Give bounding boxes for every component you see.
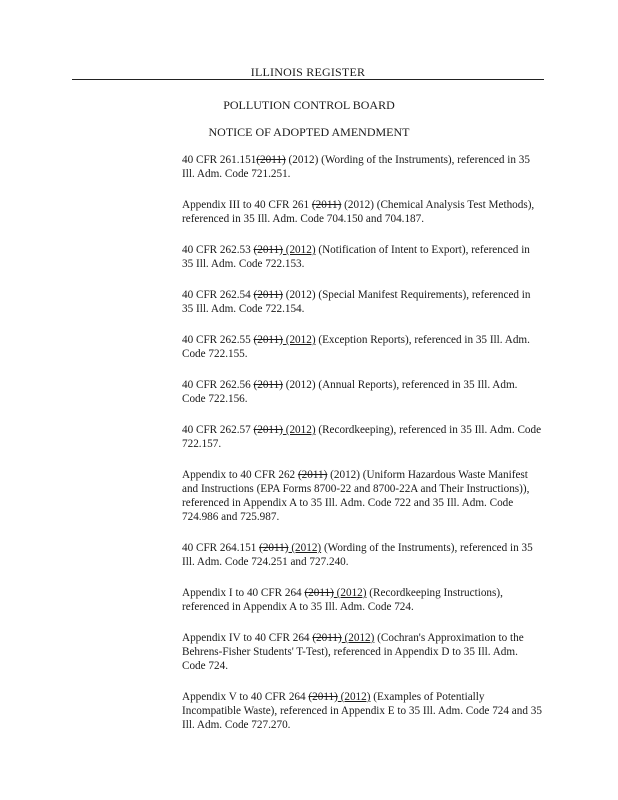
entry-text: Appendix to 40 CFR 262 bbox=[182, 469, 298, 481]
deleted-year: (2011) bbox=[297, 469, 328, 481]
entry-text-rest: (Cochran's Approximation to the Behrens-Fisher Students' T-Test), referenced in Appendix D to 35 Ill. Adm. Code 724. bbox=[182, 632, 524, 672]
reference-entry bbox=[182, 541, 542, 569]
deleted-year: (2011) bbox=[312, 632, 342, 644]
deleted-year: (2011) bbox=[253, 289, 283, 301]
entry-text: Appendix IV to 40 CFR 264 bbox=[182, 632, 313, 644]
reference-entry bbox=[182, 153, 542, 181]
inserted-year: (2012) bbox=[288, 542, 322, 554]
deleted-year: (2011) bbox=[256, 154, 286, 166]
entry-text: 40 CFR 262.53 bbox=[182, 244, 254, 256]
register-header: ILLINOIS REGISTER bbox=[250, 65, 366, 79]
deleted-year: (2011) bbox=[253, 424, 283, 436]
deleted-year: (2011) bbox=[308, 691, 338, 703]
inserted-year: (2012) bbox=[282, 334, 316, 346]
reference-list bbox=[182, 153, 542, 749]
deleted-year: (2011) bbox=[304, 587, 334, 599]
reference-entry bbox=[182, 586, 542, 614]
deleted-year: (2011) bbox=[253, 244, 283, 256]
reference-entry bbox=[182, 333, 542, 361]
entry-text-rest: (2012) (Uniform Hazardous Waste Manifest and Instructions (EPA Forms 8700-22 and 8700-22A and Their Instructions)), referenced in Appendix A to 35 Ill. Adm. Code 722 and 35 Ill. Adm. Code 724.986 and 725.987. bbox=[182, 469, 530, 523]
entry-text: 40 CFR 264.151 bbox=[182, 542, 260, 554]
entry-text: Appendix V to 40 CFR 264 bbox=[182, 691, 309, 703]
entry-text-rest: (2012) (Wording of the Instruments), referenced in 35 Ill. Adm. Code 721.251. bbox=[182, 154, 530, 180]
board-heading: POLLUTION CONTROL BOARD bbox=[223, 98, 395, 112]
inserted-year: (2012) bbox=[282, 244, 316, 256]
reference-entry bbox=[182, 288, 542, 316]
entry-text-rest: (Wording of the Instruments), referenced in 35 Ill. Adm. Code 724.251 and 727.240. bbox=[182, 542, 533, 568]
entry-text: Appendix I to 40 CFR 264 bbox=[182, 587, 305, 599]
entry-text-rest: (Notification of Intent to Export), referenced in 35 Ill. Adm. Code 722.153. bbox=[182, 244, 530, 270]
entry-text-rest: (2012) (Annual Reports), referenced in 35 Ill. Adm. Code 722.156. bbox=[182, 379, 518, 405]
entry-text-rest: (Examples of Potentially Incompatible Waste), referenced in Appendix E to 35 Ill. Adm. Code 724 and 35 Ill. Adm. Code 727.270. bbox=[182, 691, 542, 731]
entry-text-rest: (Recordkeeping Instructions), referenced in Appendix A to 35 Ill. Adm. Code 724. bbox=[182, 587, 503, 613]
entry-text: 40 CFR 262.56 bbox=[182, 379, 254, 391]
reference-entry bbox=[182, 243, 542, 271]
inserted-year: (2012) bbox=[341, 632, 375, 644]
reference-entry bbox=[182, 378, 542, 406]
header-rule bbox=[72, 79, 544, 80]
reference-entry bbox=[182, 423, 542, 451]
reference-entry bbox=[182, 468, 542, 524]
entry-text: 40 CFR 262.54 bbox=[182, 289, 254, 301]
entry-text-rest: (2012) (Chemical Analysis Test Methods), referenced in 35 Ill. Adm. Code 704.150 and 704.187. bbox=[182, 199, 535, 225]
entry-text: 40 CFR 261.151 bbox=[182, 154, 257, 166]
reference-entry bbox=[182, 690, 542, 732]
entry-text-rest: (Recordkeeping), referenced in 35 Ill. Adm. Code 722.157. bbox=[182, 424, 542, 450]
inserted-year: (2012) bbox=[333, 587, 367, 599]
reference-entry bbox=[182, 198, 542, 226]
reference-entry bbox=[182, 631, 542, 673]
notice-heading: NOTICE OF ADOPTED AMENDMENT bbox=[208, 125, 410, 139]
entry-text: Appendix III to 40 CFR 261 bbox=[182, 199, 312, 211]
entry-text-rest: (Exception Reports), referenced in 35 Ill. Adm. Code 722.155. bbox=[182, 334, 530, 360]
deleted-year: (2011) bbox=[253, 379, 283, 391]
entry-text: 40 CFR 262.57 bbox=[182, 424, 254, 436]
entry-text-rest: (2012) (Special Manifest Requirements), referenced in 35 Ill. Adm. Code 722.154. bbox=[182, 289, 531, 315]
inserted-year: (2012) bbox=[337, 691, 371, 703]
deleted-year: (2011) bbox=[259, 542, 289, 554]
deleted-year: (2011) bbox=[253, 334, 283, 346]
deleted-year: (2011) bbox=[311, 199, 342, 211]
entry-text: 40 CFR 262.55 bbox=[182, 334, 254, 346]
inserted-year: (2012) bbox=[282, 424, 316, 436]
